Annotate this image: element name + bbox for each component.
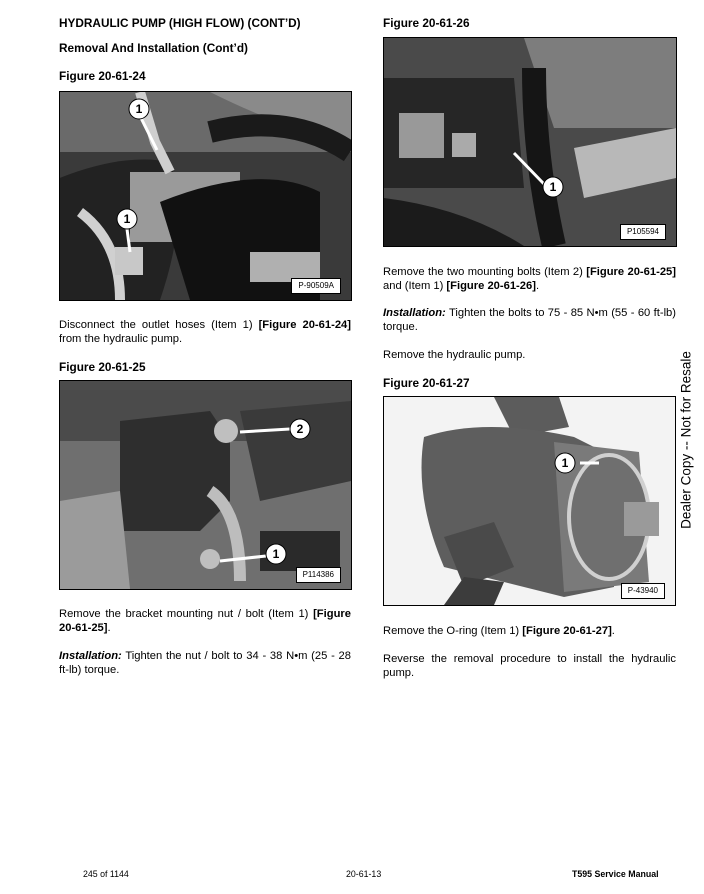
figure-24-photo — [59, 91, 352, 301]
figure-26-callout: 1 — [549, 180, 557, 194]
figure-24-callout: 1 — [123, 212, 131, 226]
figure-27-photo-code: P-43940 — [621, 583, 665, 599]
subsection-title: Removal And Installation (Cont’d) — [59, 41, 248, 55]
figure-25-photo-code: P114386 — [296, 567, 341, 583]
right-paragraph-1: Remove the two mounting bolts (Item 2) [Figure 20-61-25] and (Item 1) [Figure 20-61-26]. — [383, 266, 676, 292]
left-paragraph-2: Remove the bracket mounting nut / bolt (Item 1) [Figure 20-61-25]. — [59, 608, 351, 634]
right-paragraph-5: Reverse the removal procedure to install the hydraulic pump. — [383, 653, 676, 679]
figure-24-callout: 1 — [135, 102, 143, 116]
footer-page-number: 20-61-13 — [346, 869, 382, 879]
left-paragraph-3: Installation: Tighten the nut / bolt to 34 - 38 N•m (25 - 28 ft-lb) torque. — [59, 650, 351, 676]
figure-27-photo — [383, 396, 676, 606]
figure-25-callout: 2 — [296, 422, 304, 436]
right-paragraph-4: Remove the O-ring (Item 1) [Figure 20-61-27]. — [383, 625, 615, 637]
figure-24-photo-code: P-90509A — [291, 278, 341, 294]
dealer-copy-watermark: Dealer Copy -- Not for Resale — [678, 351, 694, 529]
right-paragraph-2: Installation: Tighten the bolts to 75 - 85 N•m (55 - 60 ft-lb) torque. — [383, 307, 676, 333]
figure-27-caption: Figure 20-61-27 — [383, 376, 470, 390]
footer-manual-title: T595 Service Manual — [572, 869, 659, 879]
figure-25-photo — [59, 380, 352, 590]
left-paragraph-1: Disconnect the outlet hoses (Item 1) [Figure 20-61-24] from the hydraulic pump. — [59, 319, 352, 345]
figure-25-caption: Figure 20-61-25 — [59, 360, 146, 374]
figure-24-caption: Figure 20-61-24 — [59, 69, 146, 83]
figure-25-callout: 1 — [272, 547, 280, 561]
section-title: HYDRAULIC PUMP (HIGH FLOW) (CONT’D) — [59, 16, 301, 30]
right-paragraph-3: Remove the hydraulic pump. — [383, 349, 526, 361]
figure-26-caption: Figure 20-61-26 — [383, 16, 470, 30]
figure-27-callout: 1 — [561, 456, 569, 470]
figure-26-photo — [383, 37, 677, 247]
footer-page-count: 245 of 1144 — [83, 869, 129, 879]
figure-26-photo-code: P105594 — [620, 224, 666, 240]
